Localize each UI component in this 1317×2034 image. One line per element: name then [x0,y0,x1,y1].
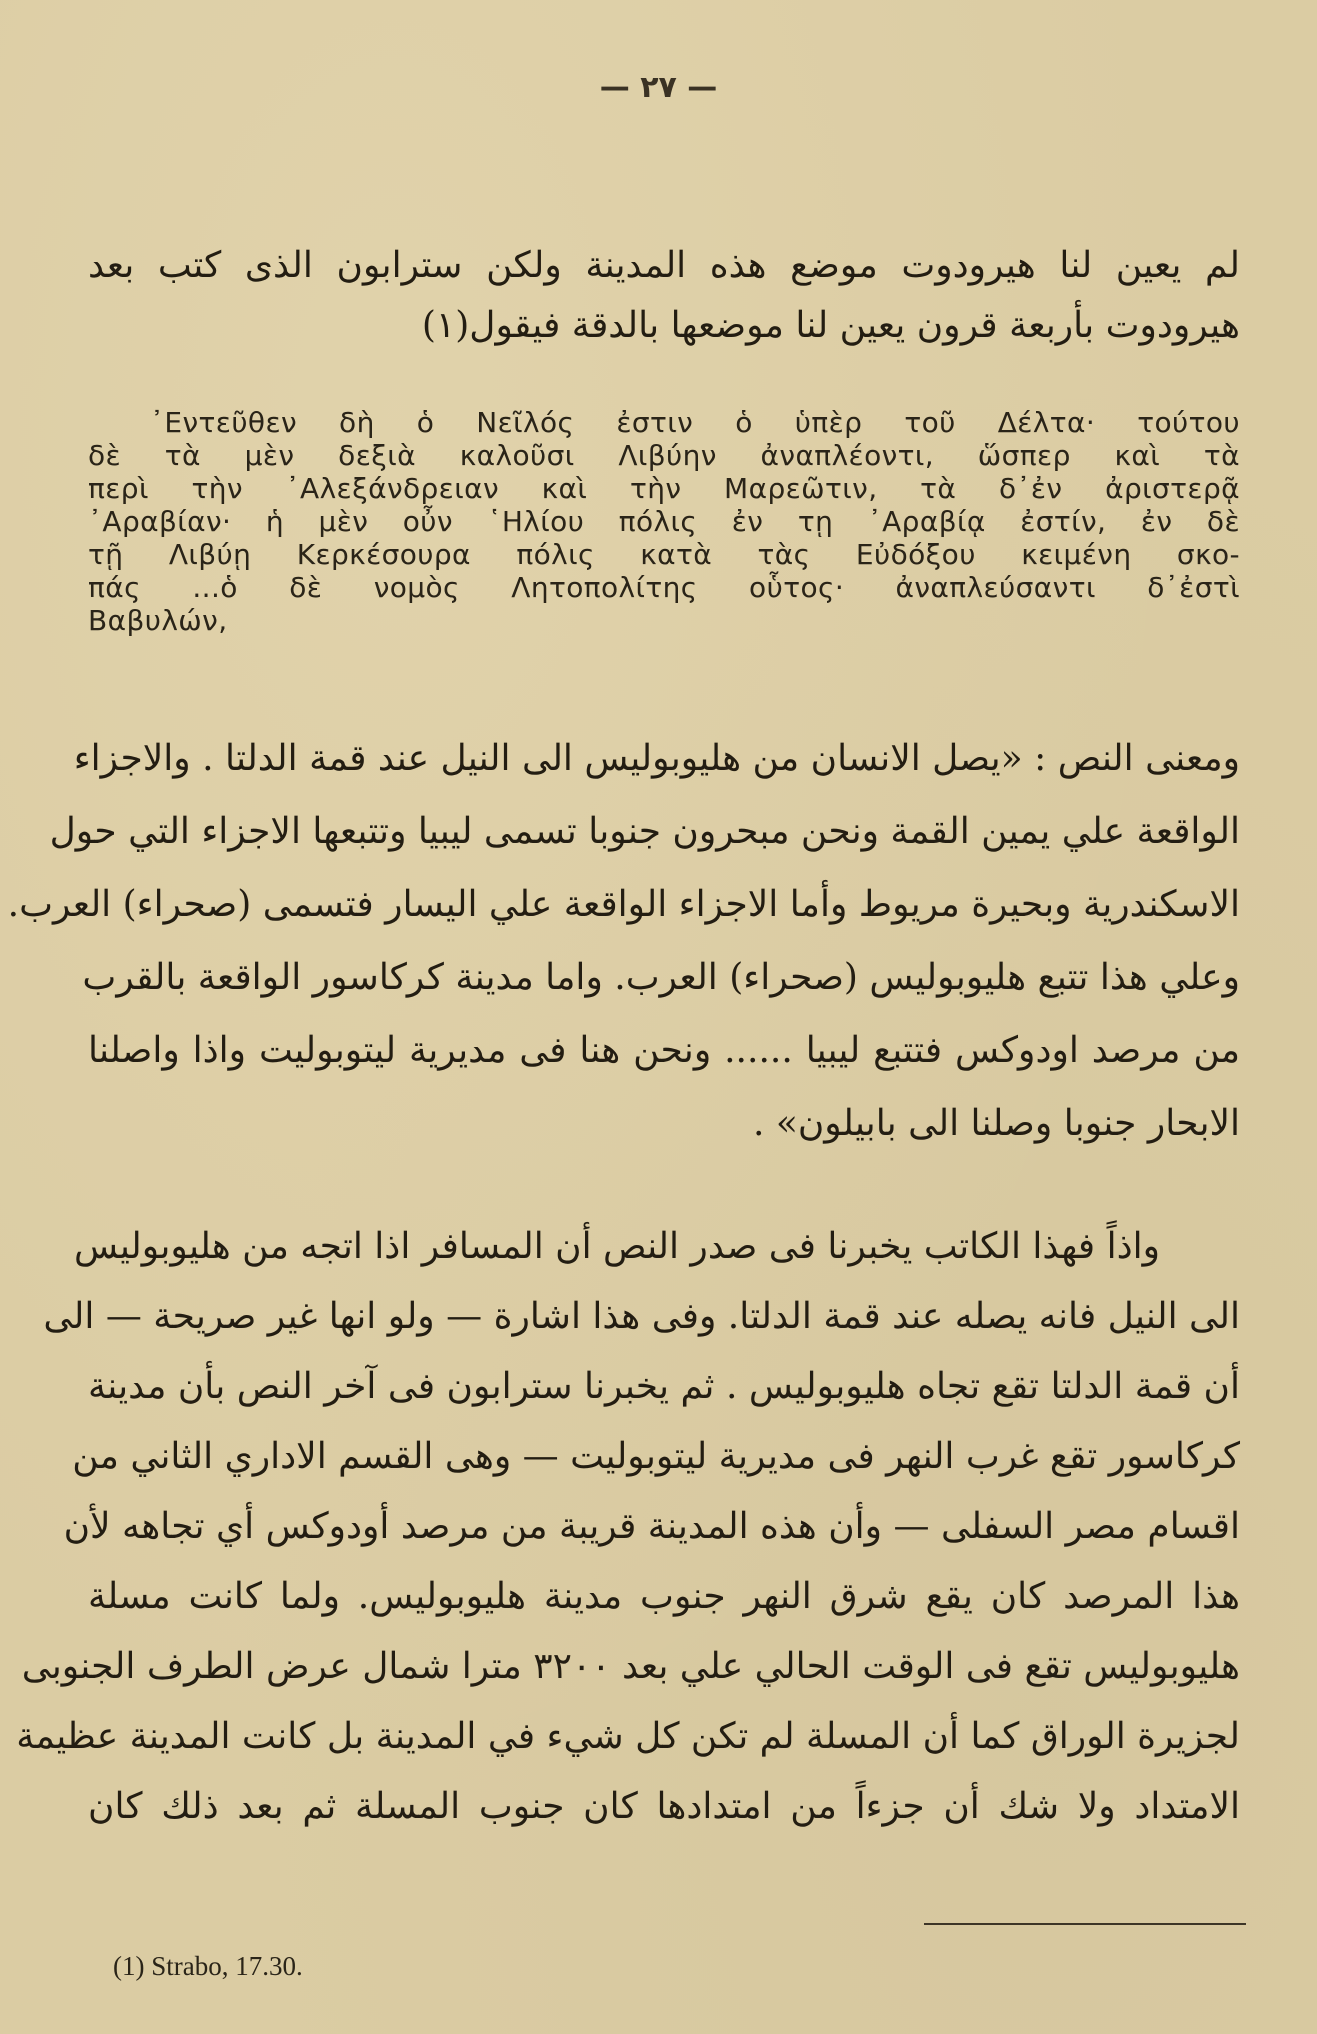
text-line: اقسام مصر السفلى — وأن هذه المدينة قريبة من مرصد أودوكس أي تجاهه لأن [63,1506,1240,1547]
text-line: ومعنى النص : «يصل الانسان من هليوبوليس الى النيل عند قمة الدلتا . والاجزاء [73,738,1240,779]
text-line: الى النيل فانه يصله عند قمة الدلتا. وفى هذا اشارة — ولو انها غير صريحة — الى [43,1296,1240,1337]
text-line: لم يعين لنا هيرودوت موضع هذه المدينة ولكن سترابون الذى كتب بعد [88,245,1240,286]
text-line: وعلي هذا تتبع هليوبوليس (صحراء) العرب. واما مدينة كركاسور الواقعة بالقرب [82,957,1240,998]
intro-paragraph [88,236,1240,356]
text-line: هليوبوليس تقع فى الوقت الحالي علي بعد ٣٢٠٠ مترا شمال عرض الطرف الجنوبى [21,1646,1240,1687]
greek-line: Βαβυλών, [88,604,228,637]
text-line: من مرصد اودوكس فتتبع ليبيا ...... ونحن هنا فى مديرية ليتوبوليت واذا واصلنا [88,1030,1240,1071]
text-line: واذاً فهذا الكاتب يخبرنا فى صدر النص أن المسافر اذا اتجه من هليوبوليس [74,1226,1160,1267]
text-line: لجزيرة الوراق كما أن المسلة لم تكن كل شيء في المدينة بل كانت المدينة عظيمة [16,1716,1240,1757]
greek-line: τῇ Λιβύῃ Κερκέσουρα πόλις κατὰ τὰς Εὐδόξου κειμένη σκο- [88,538,1240,571]
greek-line: πάς ...ὁ δὲ νομὸς Λητοπολίτης οὗτος· ἀναπλεύσαντι δ᾿ἐστὶ [88,571,1240,604]
greek-line: περὶ τὴν ᾿Αλεξάνδρειαν καὶ τὴν Μαρεῶτιν, τὰ δ᾿ἐν ἀριστερᾷ [88,472,1240,505]
translation-paragraph [7,722,1240,1160]
text-line: الابحار جنوبا وصلنا الى بابيلون» . [752,1103,1240,1144]
text-line: الاسكندرية وبحيرة مريوط وأما الاجزاء الواقعة علي اليسار فتسمى (صحراء) العرب. [7,884,1240,925]
footnote: (1) Strabo, 17.30. [113,1951,303,1981]
text-line: أن قمة الدلتا تقع تجاه هليوبوليس . ثم يخبرنا سترابون فى آخر النص بأن مدينة [88,1366,1240,1407]
discussion-paragraph [16,1212,1240,1842]
page-number: — ٢٧ — [599,70,718,105]
text-line: هذا المرصد كان يقع شرق النهر جنوب مدينة هليوبوليس. ولما كانت مسلة [88,1576,1240,1617]
text-line: كركاسور تقع غرب النهر فى مديرية ليتوبوليت — وهى القسم الاداري الثاني من [72,1436,1240,1477]
footnote-divider [924,1923,1246,1925]
text-line: هيرودوت بأربعة قرون يعين لنا موضعها بالدقة فيقول(١) [421,305,1240,346]
greek-quotation [88,406,1240,637]
text-line: الامتداد ولا شك أن جزءاً من امتدادها كان جنوب المسلة ثم بعد ذلك كان [88,1786,1240,1827]
greek-line: ᾿Αραβίαν· ἡ μὲν οὖν ῾Ηλίου πόλις ἐν τῃ ᾿Αραβίᾳ ἐστίν, ἐν δὲ [88,505,1240,538]
greek-line: δὲ τὰ μὲν δεξιὰ καλοῦσι Λιβύην ἀναπλέοντι, ὥσπερ καὶ τὰ [88,439,1240,472]
greek-line: ᾿Εντεῦθεν δὴ ὁ Νεῖλός ἐστιν ὁ ὑπὲρ τοῦ Δέλτα· τούτου [150,406,1240,439]
text-line: الواقعة علي يمين القمة ونحن مبحرون جنوبا تسمى ليبيا وتتبعها الاجزاء التي حول [49,811,1240,852]
